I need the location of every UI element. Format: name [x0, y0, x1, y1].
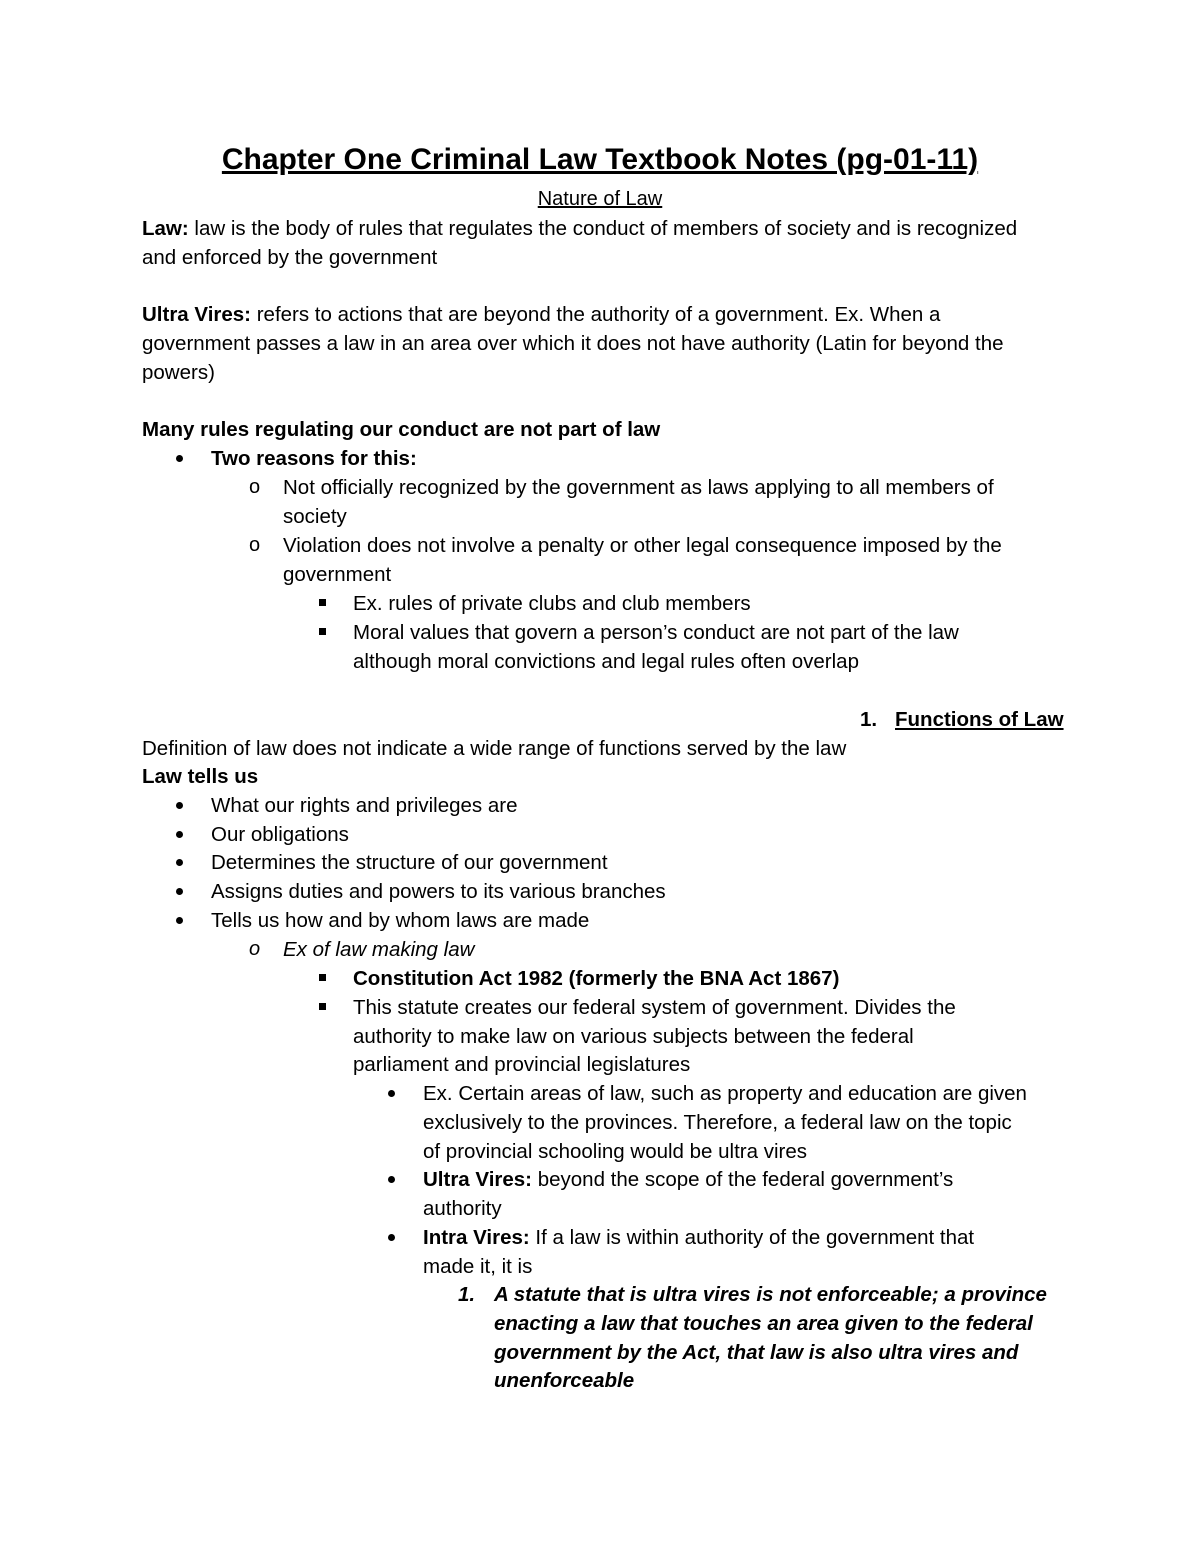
bullet-dot-icon [176, 802, 183, 809]
law-definition-line1 [142, 214, 1017, 243]
circle-bullet-icon: o [249, 938, 261, 960]
reason1-line2: society [283, 505, 347, 528]
provinces-example-line1: Ex. Certain areas of law, such as property and education are given [423, 1082, 1027, 1105]
law-definition-text: law is the body of rules that regulates the conduct of members of society and is recognized [188, 217, 1018, 240]
ultra-vires-item-text: beyond the scope of the federal government’s [532, 1168, 954, 1191]
ultra-vires-definition-text: refers to actions that are beyond the authority of a government. Ex. When a [251, 303, 941, 326]
square-bullet-icon [319, 599, 326, 606]
square-bullet-icon [319, 1003, 326, 1010]
statute-line2: authority to make law on various subjects between the federal [353, 1025, 914, 1048]
bullet-dot-icon [176, 859, 183, 866]
ultra-vires-item-line2: authority [423, 1197, 502, 1220]
reason2-line1: Violation does not involve a penalty or other legal consequence imposed by the [283, 534, 1002, 557]
ultra-vires-definition-line3: powers) [142, 361, 215, 384]
list-item: Determines the structure of our government [211, 851, 608, 874]
functions-definition: Definition of law does not indicate a wide range of functions served by the law [142, 737, 847, 760]
functions-heading-number: 1. [860, 708, 878, 731]
ultra-vires-term: Ultra Vires: [423, 1168, 533, 1191]
many-rules-heading: Many rules regulating our conduct are not part of law [142, 418, 661, 441]
reason2-line2: government [283, 563, 392, 586]
ultra-vires-term: Ultra Vires: [142, 303, 252, 326]
statute-line1: This statute creates our federal system of government. Divides the [353, 996, 956, 1019]
circle-bullet-icon: o [249, 534, 261, 556]
statute-line3: parliament and provincial legislatures [353, 1053, 691, 1076]
ex-law-making-law: Ex of law making law [283, 938, 475, 961]
bullet-dot-icon [176, 888, 183, 895]
intra-vires-item-text: If a law is within authority of the government that [529, 1226, 975, 1249]
list-item: Tells us how and by whom laws are made [211, 909, 590, 932]
ultra-vires-definition-line1 [142, 300, 940, 329]
page-title: Chapter One Criminal Law Textbook Notes (pg-01-11) [221, 143, 979, 176]
statute-note-line4: unenforceable [494, 1369, 635, 1392]
two-reasons-label: Two reasons for this: [211, 447, 417, 470]
constitution-act: Constitution Act 1982 (formerly the BNA Act 1867) [353, 967, 840, 990]
bullet-dot-icon [176, 917, 183, 924]
functions-heading: Functions of Law [895, 708, 1064, 731]
numbered-item-marker: 1. [458, 1283, 476, 1306]
private-clubs-example: Ex. rules of private clubs and club members [353, 592, 751, 615]
square-bullet-icon [319, 628, 326, 635]
list-item: Our obligations [211, 823, 349, 846]
ultra-vires-item-line1 [423, 1165, 953, 1194]
bullet-dot-icon [388, 1234, 395, 1241]
moral-values-line1: Moral values that govern a person’s conduct are not part of the law [353, 621, 959, 644]
list-item: What our rights and privileges are [211, 794, 518, 817]
bullet-dot-icon [388, 1090, 395, 1097]
bullet-dot-icon [388, 1176, 395, 1183]
intra-vires-item-line1 [423, 1223, 974, 1252]
reason1-line1: Not officially recognized by the government as laws applying to all members of [283, 476, 994, 499]
list-item: Assigns duties and powers to its various branches [211, 880, 666, 903]
law-term: Law: [142, 217, 189, 240]
moral-values-line2: although moral convictions and legal rules often overlap [353, 650, 859, 673]
circle-bullet-icon: o [249, 476, 261, 498]
law-definition-line2: and enforced by the government [142, 246, 438, 269]
intra-vires-item-line2: made it, it is [423, 1255, 533, 1278]
square-bullet-icon [319, 974, 326, 981]
statute-note-line2: enacting a law that touches an area given to the federal [494, 1312, 1033, 1335]
law-tells-us: Law tells us [142, 765, 259, 788]
ultra-vires-definition-line2: government passes a law in an area over which it does not have authority (Latin for beyond the [142, 332, 1004, 355]
statute-note-line1: A statute that is ultra vires is not enforceable; a province [494, 1283, 1047, 1306]
provinces-example-line3: of provincial schooling would be ultra vires [423, 1140, 808, 1163]
bullet-dot-icon [176, 455, 183, 462]
provinces-example-line2: exclusively to the provinces. Therefore, a federal law on the topic [423, 1111, 1012, 1134]
statute-note-line3: government by the Act, that law is also ultra vires and [494, 1341, 1019, 1364]
bullet-dot-icon [176, 831, 183, 838]
intra-vires-term: Intra Vires: [423, 1226, 530, 1249]
section-subtitle: Nature of Law [537, 188, 663, 210]
